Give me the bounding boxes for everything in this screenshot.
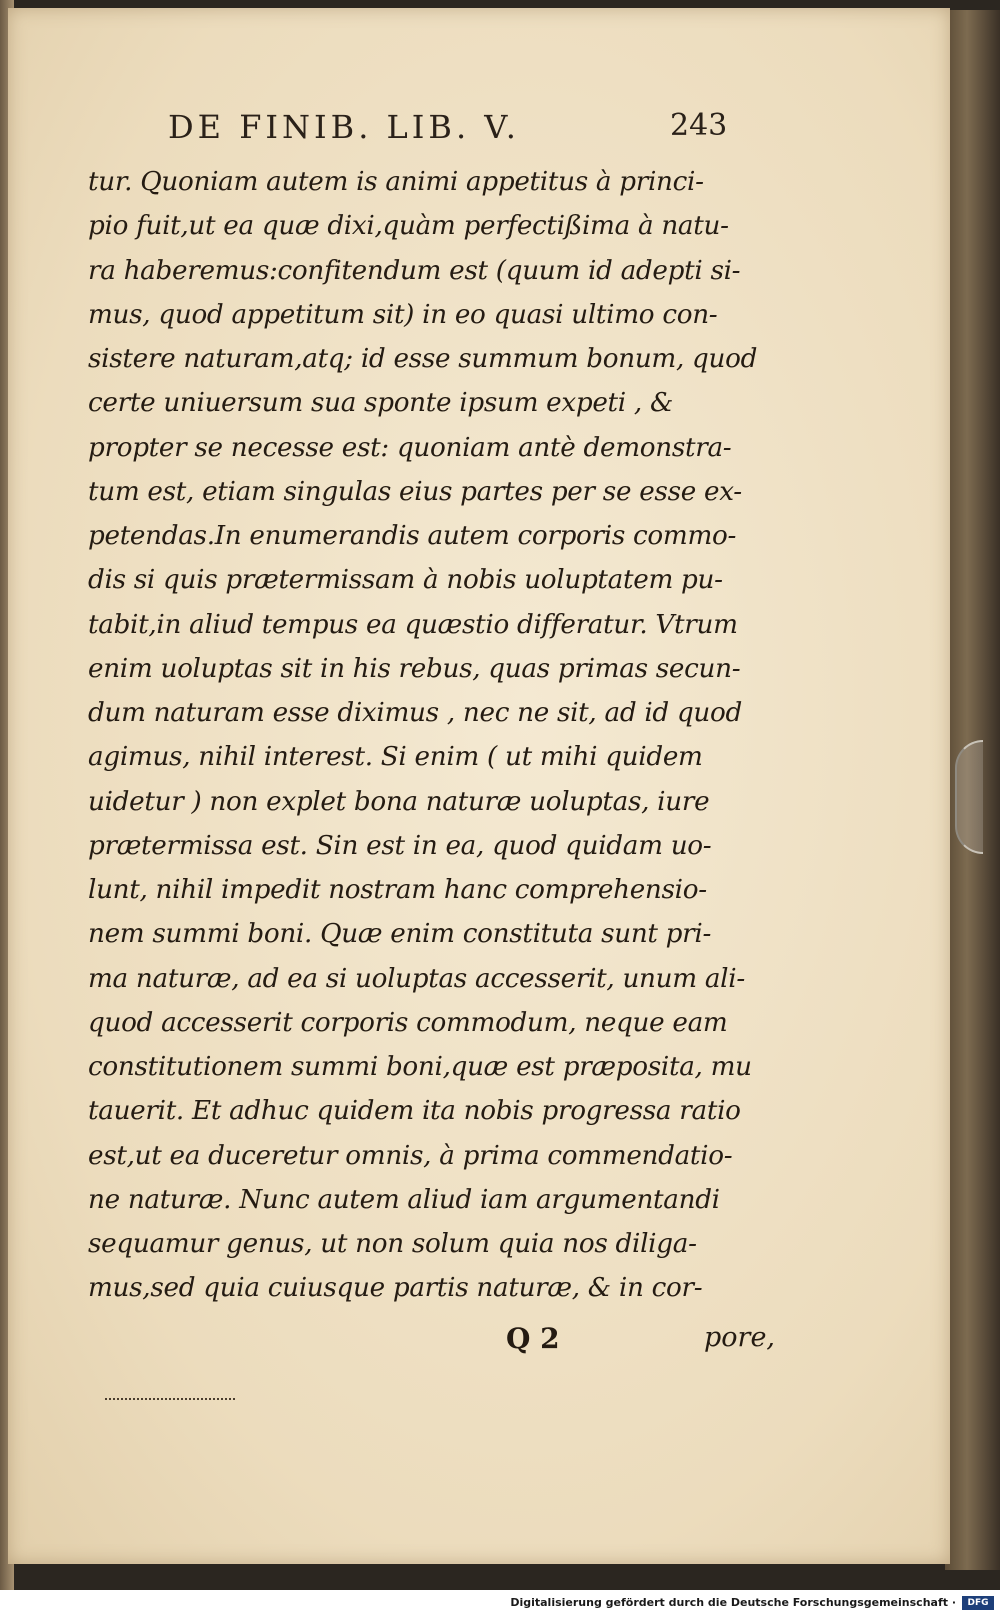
text-line: tur. Quoniam autem is animi appetitus à princi- <box>88 167 704 197</box>
text-line: quod accesserit corporis commodum, neque eam <box>88 1007 728 1038</box>
signature-mark: Q 2 <box>506 1322 560 1355</box>
text-line: ra haberemus:confitendum est (quum id adepti si- <box>88 255 741 286</box>
text-line: pio fuit,ut ea quæ dixi,quàm perfectißima à natu- <box>88 211 729 242</box>
text-line: dum naturam esse diximus , nec ne sit, ad id quod <box>88 698 742 728</box>
text-line: lunt, nihil impedit nostram hanc comprehensio- <box>88 875 707 905</box>
dfg-logo: DFG <box>962 1596 994 1610</box>
text-line: ma naturæ, ad ea si uoluptas accesserit, unum ali- <box>88 963 745 994</box>
text-line: ne naturæ. Nunc autem aliud iam argumentandi <box>88 1184 720 1215</box>
page-number: 243 <box>670 108 728 143</box>
text-line: uidetur ) non explet bona naturæ uoluptas, iure <box>88 786 710 817</box>
text-line: petendas.In enumerandis autem corporis commo- <box>88 521 737 551</box>
page-clip <box>955 740 983 854</box>
running-head <box>160 108 760 158</box>
text-line: propter se necesse est: quoniam antè demonstra- <box>88 432 732 463</box>
text-line: mus, quod appetitum sit) in eo quasi ultimo con- <box>88 299 718 330</box>
text-line: tum est, etiam singulas eius partes per se esse ex- <box>88 476 742 507</box>
page-footer <box>88 1322 788 1372</box>
text-line: tauerit. Et adhuc quidem ita nobis progressa ratio <box>88 1096 741 1127</box>
text-line: dis si quis prætermissam à nobis uoluptatem pu- <box>88 565 723 596</box>
text-line: prætermissa est. Sin est in ea, quod quidam uo- <box>88 830 712 861</box>
text-line: est,ut ea duceretur omnis, à prima commendatio- <box>88 1140 733 1171</box>
text-line: sequamur genus, ut non solum quia nos diliga- <box>88 1229 697 1259</box>
text-line: certe uniuersum sua sponte ipsum expeti , & <box>88 388 674 419</box>
credit-text: Digitalisierung gefördert durch die Deutsche Forschungsgemeinschaft · <box>510 1596 956 1609</box>
text-line: tabit,in aliud tempus ea quæstio differatur. Vtrum <box>88 609 738 640</box>
body-text <box>88 160 788 1311</box>
catchword: pore, <box>704 1322 776 1353</box>
running-title: DE FINIB. LIB. V. <box>168 108 520 146</box>
text-line: mus,sed quia cuiusque partis naturæ, & in cor- <box>88 1273 703 1304</box>
text-line: sistere naturam,atq; id esse summum bonum, quod <box>88 344 758 374</box>
text-line: agimus, nihil interest. Si enim ( ut mihi quidem <box>88 742 703 773</box>
text-line: nem summi boni. Quæ enim constituta sunt pri- <box>88 919 712 950</box>
ink-mark <box>105 1398 235 1404</box>
text-line: enim uoluptas sit in his rebus, quas primas secun- <box>88 653 741 684</box>
text-line: constitutionem summi boni,quæ est præposita, mu <box>88 1052 752 1082</box>
